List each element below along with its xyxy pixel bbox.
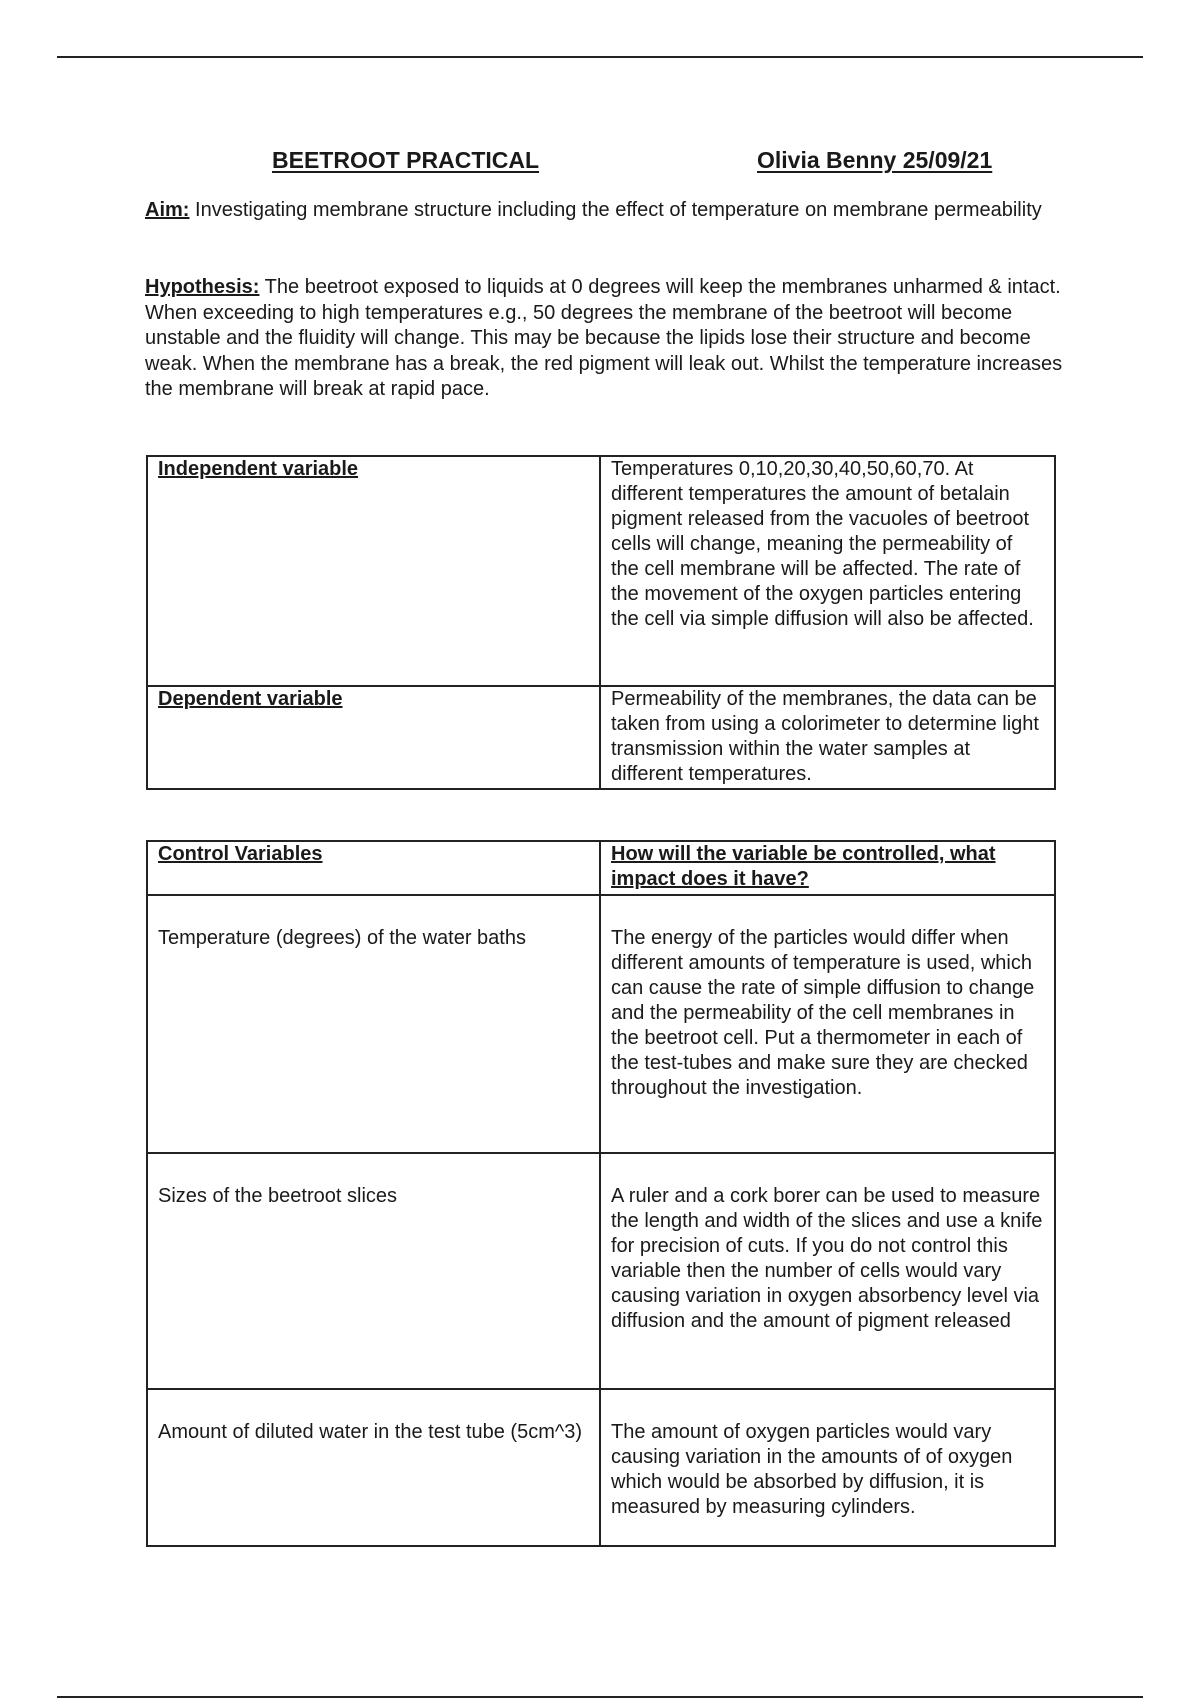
- table-cell: [600, 895, 1055, 1153]
- table-row: [147, 1389, 1055, 1546]
- dependent-variable-text: Permeability of the membranes, the data can be taken from using a colorimeter to determine light transmission within the water samples at different temperatures.: [611, 688, 1039, 785]
- table-row: [147, 895, 1055, 1153]
- control-variable-method: The amount of oxygen particles would vary causing variation in the amounts of of oxygen which would be absorbed by diffusion, it is measured by measuring cylinders.: [611, 1421, 1013, 1518]
- aim-paragraph: [145, 198, 1065, 224]
- table-header-cell: [600, 841, 1055, 895]
- table-cell: [147, 1389, 600, 1546]
- document-title: BEETROOT PRACTICAL: [272, 147, 540, 173]
- bottom-rule: [57, 1696, 1143, 1698]
- control-variable-method: The energy of the particles would differ when different amounts of temperature is used, which can cause the rate of simple diffusion to change and the permeability of the cell membranes in the beetroot cell. Put a thermometer in each of the test-tubes and make sure they are checked throughout the investigation.: [611, 927, 1035, 1099]
- table-cell: [147, 456, 600, 686]
- table-cell: [600, 456, 1055, 686]
- control-variable-method: A ruler and a cork borer can be used to measure the length and width of the slices and use a knife for precision of cuts. If you do not control this variable then the number of cells would vary causing variation in oxygen absorbency level via diffusion and the amount of pigment released: [611, 1185, 1043, 1332]
- table-row: [147, 1153, 1055, 1389]
- table-header-row: [147, 841, 1055, 895]
- independent-variable-text: Temperatures 0,10,20,30,40,50,60,70. At different temperatures the amount of betalain pigment released from the vacuoles of beetroot cells will change, meaning the permeability of the cell membrane will be affected. The rate of the movement of the oxygen particles entering the cell via simple diffusion will also be affected.: [611, 458, 1034, 630]
- table-cell: [600, 1389, 1055, 1546]
- control-variable-name: Amount of diluted water in the test tube (5cm^3): [158, 1421, 583, 1443]
- table-cell: [147, 895, 600, 1153]
- control-variable-name: Sizes of the beetroot slices: [158, 1185, 398, 1207]
- table-header-cell: [147, 841, 600, 895]
- aim-text: Investigating membrane structure including the effect of temperature on membrane permeability: [195, 199, 1042, 221]
- control-variables-table: [146, 840, 1056, 1547]
- hypothesis-label: Hypothesis:: [145, 276, 260, 298]
- table-cell: [600, 686, 1055, 789]
- independent-variable-label: Independent variable: [158, 458, 359, 480]
- table-cell: [600, 1153, 1055, 1389]
- table-cell: [147, 686, 600, 789]
- table-cell: [147, 1153, 600, 1389]
- author-date: Olivia Benny 25/09/21: [757, 147, 993, 173]
- hypothesis-text: The beetroot exposed to liquids at 0 degrees will keep the membranes unharmed & intact. When exceeding to high temperatures e.g., 50 degrees the membrane of the beetroot will become unstable and the fluidity will change. This may be because the lipids lose their structure and become weak. When the membrane has a break, the red pigment will leak out. Whilst the temperature increases the membrane will break at rapid pace.: [145, 276, 1063, 400]
- top-rule: [57, 56, 1143, 58]
- table-row: [147, 686, 1055, 789]
- hypothesis-paragraph: [145, 275, 1065, 403]
- dependent-variable-label: Dependent variable: [158, 688, 343, 710]
- aim-label: Aim:: [145, 199, 190, 221]
- control-variables-header: Control Variables: [158, 843, 323, 865]
- table-row: [147, 456, 1055, 686]
- control-variable-name: Temperature (degrees) of the water baths: [158, 927, 526, 949]
- variables-table: [146, 455, 1056, 790]
- control-method-header: How will the variable be controlled, what impact does it have?: [611, 843, 996, 890]
